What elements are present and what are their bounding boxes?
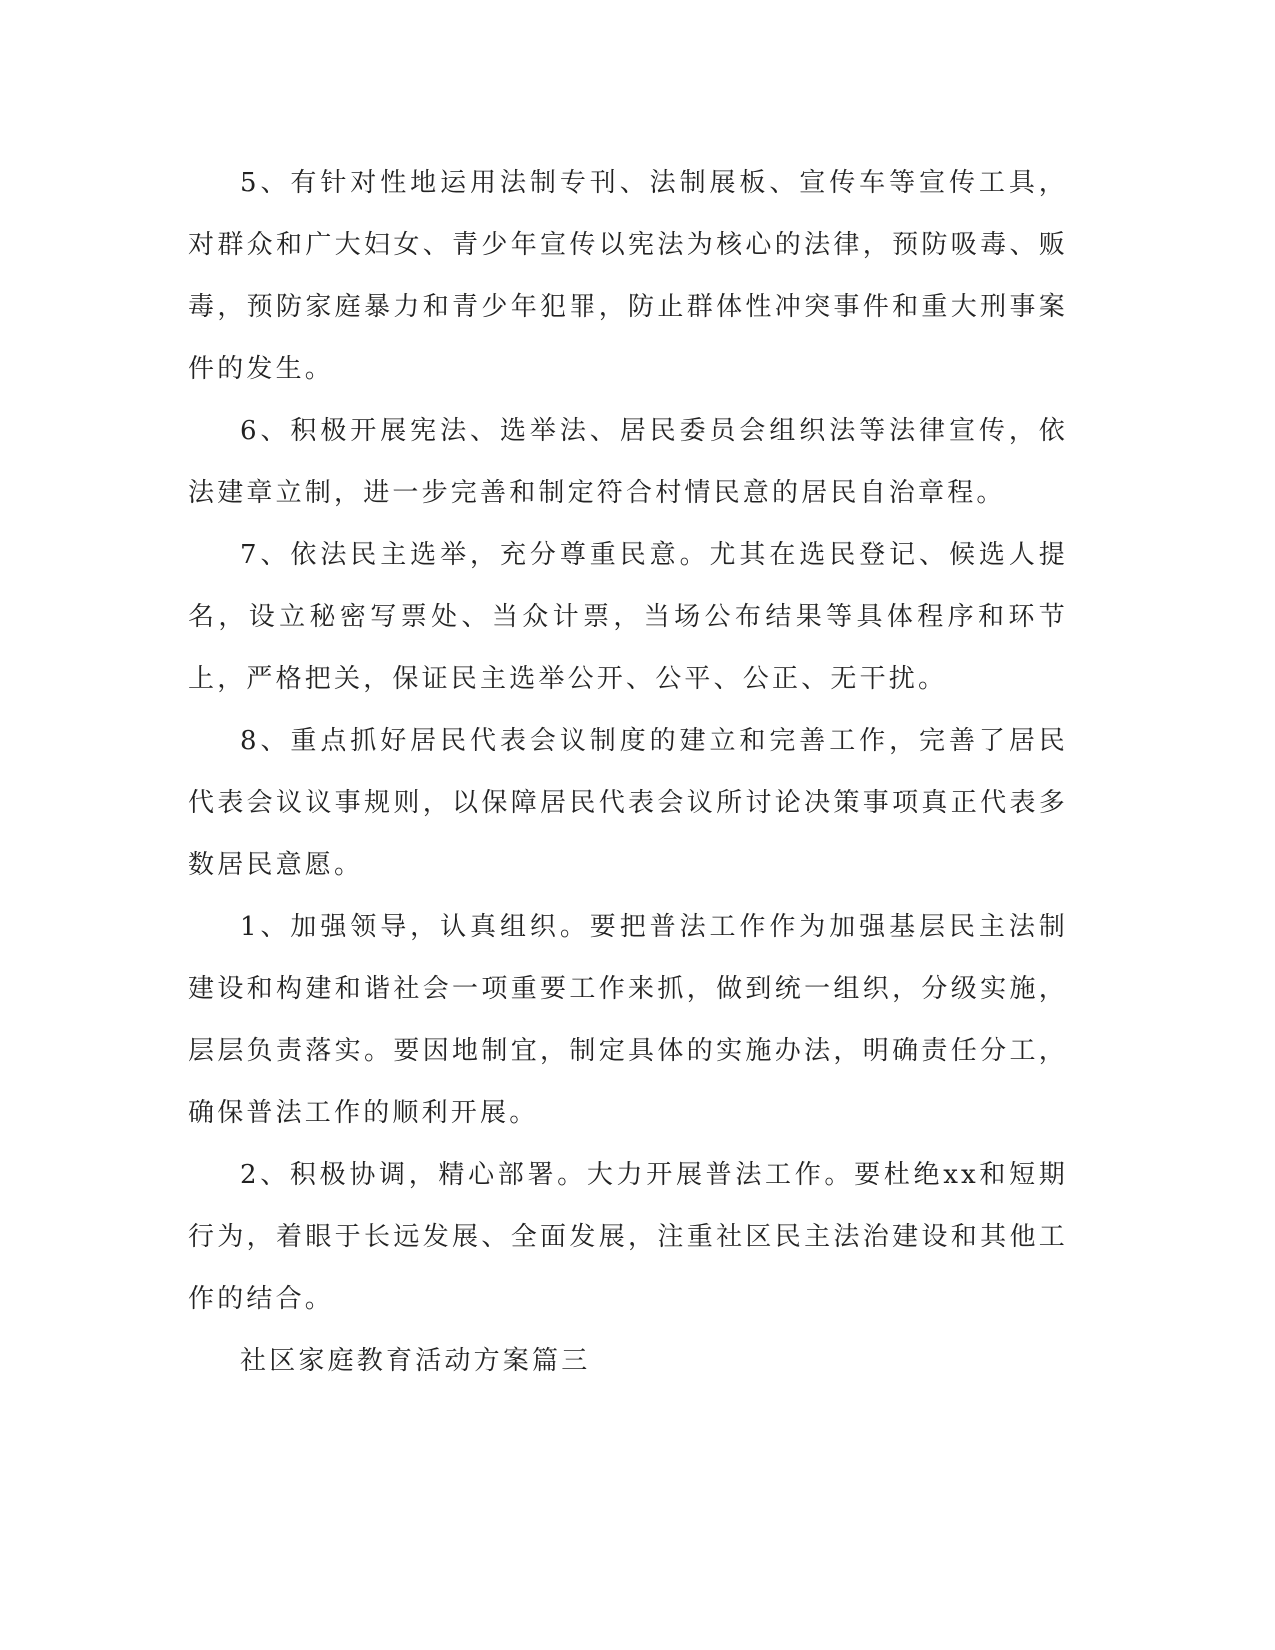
paragraph-item-5: 5、有针对性地运用法制专刊、法制展板、宣传车等宣传工具，对群众和广大妇女、青少年宣传以宪法为核心的法律，预防吸毒、贩毒，预防家庭暴力和青少年犯罪，防止群体性冲突事件和重大刑事案件的发生。 bbox=[188, 168, 1068, 384]
paragraph-item-7: 7、依法民主选举，充分尊重民意。尤其在选民登记、候选人提名，设立秘密写票处、当众计票，当场公布结果等具体程序和环节上，严格把关，保证民主选举公开、公平、公正、无干扰。 bbox=[188, 540, 1068, 694]
paragraph-item-8: 8、重点抓好居民代表会议制度的建立和完善工作，完善了居民代表会议议事规则，以保障居民代表会议所讨论决策事项真正代表多数居民意愿。 bbox=[188, 726, 1068, 880]
paragraph-measure-1: 1、加强领导，认真组织。要把普法工作作为加强基层民主法制建设和构建和谐社会一项重要工作来抓，做到统一组织，分级实施，层层负责落实。要因地制宜，制定具体的实施办法，明确责任分工，确保普法工作的顺利开展。 bbox=[188, 912, 1068, 1128]
document-body bbox=[188, 152, 1068, 1392]
section-title: 社区家庭教育活动方案篇三 bbox=[240, 1346, 591, 1376]
paragraph-item-6: 6、积极开展宪法、选举法、居民委员会组织法等法律宣传，依法建章立制，进一步完善和制定符合村情民意的居民自治章程。 bbox=[188, 416, 1068, 508]
paragraph-measure-2: 2、积极协调，精心部署。大力开展普法工作。要杜绝xx和短期行为，着眼于长远发展、全面发展，注重社区民主法治建设和其他工作的结合。 bbox=[188, 1160, 1068, 1314]
